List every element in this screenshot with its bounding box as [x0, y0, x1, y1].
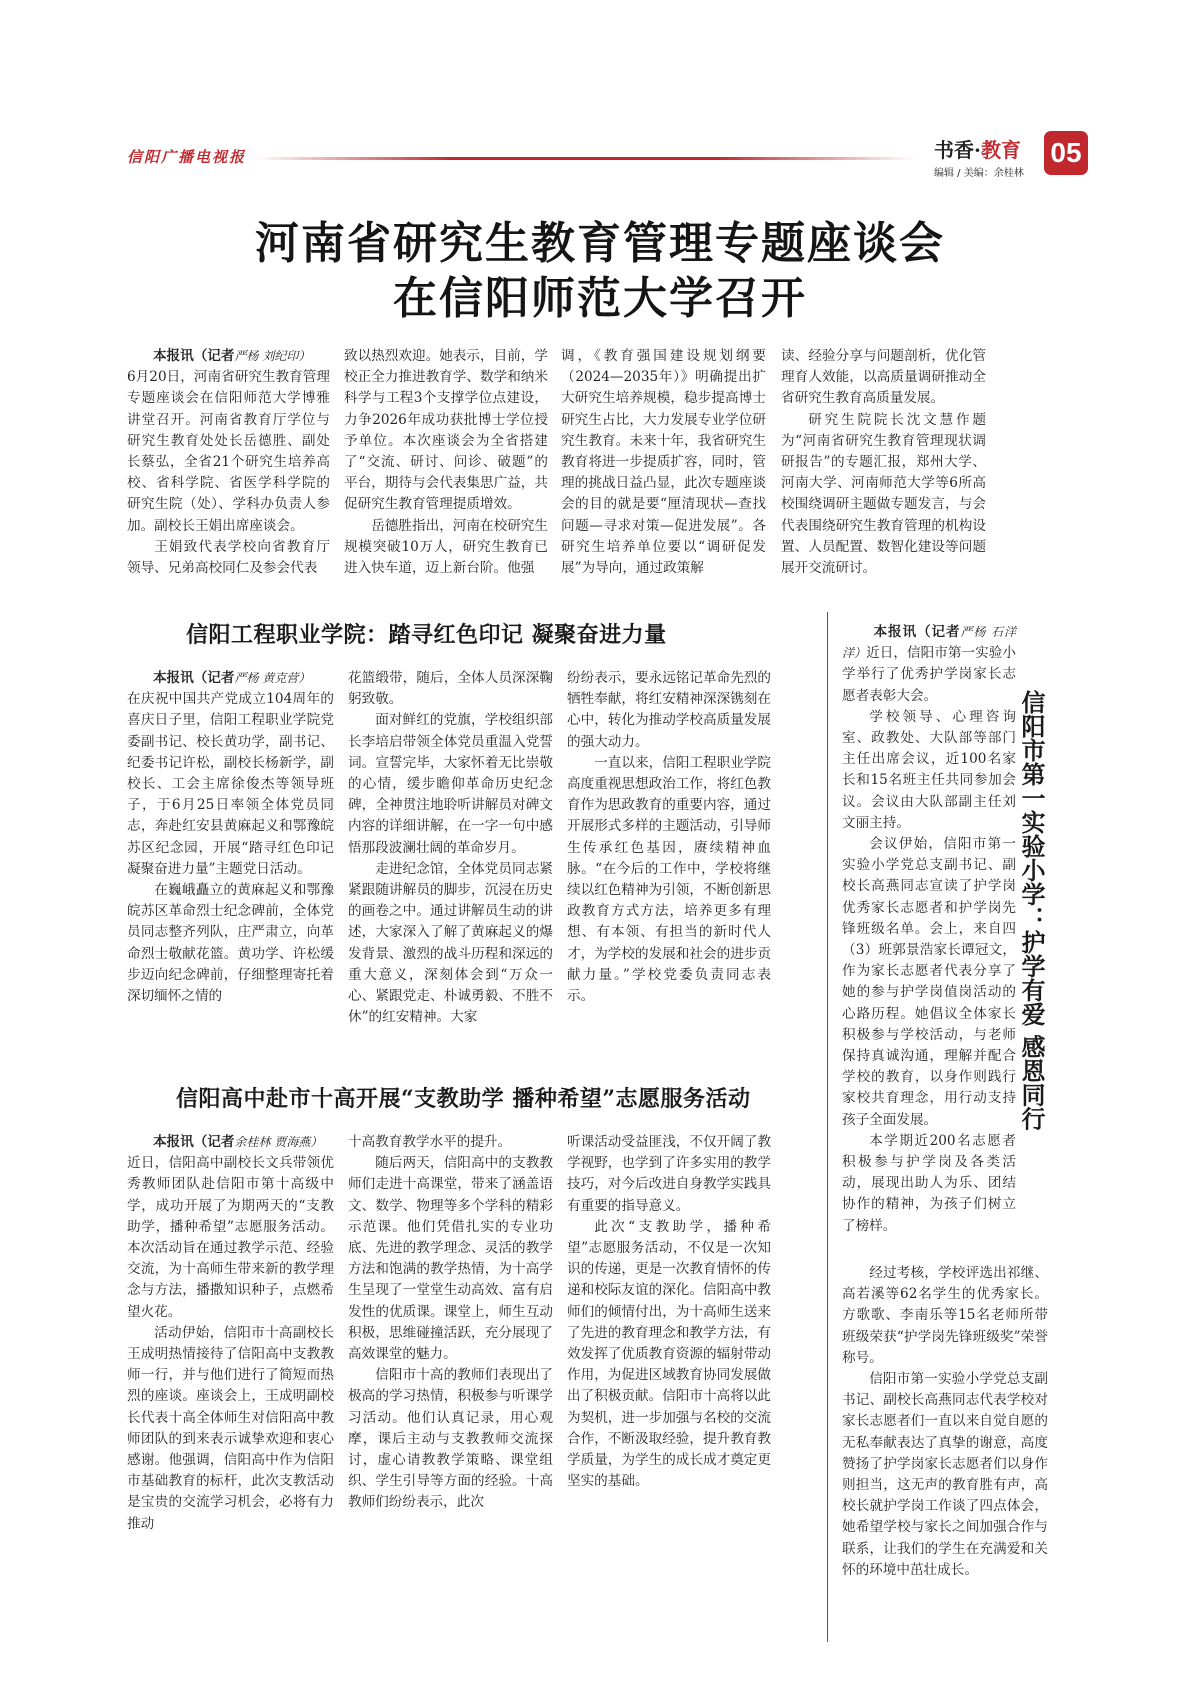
article4-paragraph: 信阳市第一实验小学党总支副书记、副校长高燕同志代表学校对家长志愿者们一直以来自觉自愿的无私奉献表达了真挚的谢意，高度赞扬了护学岗家长志愿者们以身作则担当，这无声的教育胜有声，高校长就护学岗工作谈了四点体会，她希望学校与家长之间加强合作与联系，让我们的学生在充满爱和关怀的环境中茁壮成长。 — [842, 1371, 1048, 1578]
article4-vertical-title: 信阳市第一实验小学：护学有爱 感恩同行 — [1017, 690, 1046, 1131]
article1-paragraph: 王娟致代表学校向省教育厅领导、兄弟高校同仁及参会代表 — [127, 538, 330, 577]
article1-column-2 — [344, 346, 548, 579]
article3-paragraph: 十高教育教学水平的提升。 — [348, 1134, 512, 1150]
article3-paragraph: 此次“支教助学，播种希望”志愿服务活动，不仅是一次知识的传递，更是一次教育情怀的传递和校际友谊的深化。信阳高中教师们的倾情付出，为十高师生送来了先进的教育理念和教学方法，有效发挥了优质教育资源的辐射带动作用，为促进区域教育协同发展做出了积极贡献。信阳市十高将以此为契机，进一步加强与名校的交流合作，不断汲取经验，提升教育教学质量，为学生的成长成才奠定更坚实的基础。 — [567, 1218, 771, 1490]
article2-paragraph: 走进纪念馆，全体党员同志紧紧跟随讲解员的脚步，沉浸在历史的画卷之中。通过讲解员生动的讲述，大家深入了解了黄麻起义的爆发背景、激烈的战斗历程和深远的重大意义，深刻体会到“万众一心、紧跟党走、朴诚勇毅、不胜不休”的红安精神。大家 — [348, 860, 553, 1026]
article3-title: 信阳高中赴市十高开展“支教助学 播种希望”志愿服务活动 — [176, 1086, 751, 1112]
article3-paragraph: 随后两天，信阳高中的支教教师们走进十高课堂，带来了涵盖语文、数学、物理等多个学科的精彩示范课。他们凭借扎实的专业功底、先进的教学理念、灵活的教学方法和饱满的教学热情，为十高学生呈现了一堂堂生动高效、富有启发性的优质课。课堂上，师生互动积极，思维碰撞活跃，充分展现了高效课堂的魅力。 — [348, 1155, 553, 1363]
article2-paragraph: 一直以来，信阳工程职业学院高度重视思想政治工作，将红色教育作为思政教育的重要内容，通过开展形式多样的主题活动，引导师生传承红色基因，赓续精神血脉。“在今后的工作中，学校将继续以红色精神为引领，不断创新思政教育方式方法，培养更多有理想、有本领、有担当的新时代人才，为学校的发展和社会的进步贡献力量。”学校党委负责同志表示。 — [567, 754, 771, 1005]
article1-paragraph: 致以热烈欢迎。她表示，目前，学校正全力推进教育学、数学和纳米科学与工程3个支撑学位点建设，力争2026年成功获批博士学位授予单位。本次座谈会为全省搭建了“交流、研讨、问诊、破题”的平台，期待与会代表集思广益，共促研究生教育管理提质增效。 — [344, 348, 548, 513]
article1-paragraph: 研究生院院长沈文慧作题为“河南省研究生教育管理现状调研报告”的专题汇报，郑州大学、河南大学、河南师范大学等6所高校围绕调研主题做专题发言，与会代表围绕研究生教育管理的机构设置、人员配置、数智化建设等问题展开交流研讨。 — [781, 411, 986, 577]
article2-column-2 — [348, 668, 553, 1028]
section-prefix: 书香· — [934, 138, 981, 162]
article2-byline: 本报讯（记者严杨 黄克营） — [152, 670, 311, 686]
article1-title-line1: 河南省研究生教育管理专题座谈会 — [255, 218, 945, 269]
column-divider — [827, 612, 828, 1642]
header-rule — [255, 157, 915, 160]
article4-paragraph: 经过考核，学校评选出祁继、高若溪等62名学生的优秀家长。方歌歌、李南乐等15名老师所带班级荣获“护学岗先锋班级奖”荣誉称号。 — [842, 1265, 1048, 1366]
article4-column-narrow — [842, 622, 1016, 1237]
article3-paragraph: 活动伊始，信阳市十高副校长王成明热情接待了信阳高中支教教师一行，并与他们进行了简短而热烈的座谈。座谈会上，王成明副校长代表十高全体师生对信阳高中教师团队的到来表示诚挚欢迎和衷心感谢。他强调，信阳高中作为信阳市基础教育的标杆，此次支教活动是宝贵的交流学习机会，必将有力推动 — [127, 1324, 334, 1532]
article3-byline: 本报讯（记者余桂林 贾海燕） — [152, 1134, 323, 1150]
article4-paragraph: 会议伊始，信阳市第一实验小学党总支副书记、副校长高燕同志宣读了护学岗优秀家长志愿者和护学岗先锋班级名单。会上，来自四（3）班郭景浩家长谭冠文，作为家长志愿者代表分享了她的参与护学岗值岗活动的心路历程。她倡议全体家长积极参与学校活动，与老师保持真诚沟通，理解并配合学校的教育，以身作则践行家校共育理念，用行动支持孩子全面发展。 — [842, 836, 1016, 1128]
article4-column-wide — [842, 1263, 1048, 1581]
section-label — [934, 134, 1021, 163]
article1-paragraph: 调，《教育强国建设规划纲要（2024—2035年）》明确提出扩大研究生培养规模，稳步提高博士研究生占比，大力发展专业学位研究生教育。未来十年，我省研究生教育将进一步提质扩容，同时，管理的挑战日益凸显，此次专题座谈会的目的就是要“厘清现状—查找问题—寻求对策—促进发展”。各研究生培养单位要以“调研促发展”为导向，通过政策解 — [561, 348, 766, 577]
article3-paragraph: 近日，信阳高中副校长文兵带领优秀教师团队赴信阳市第十高级中学，成功开展了为期两天的“支教助学，播种希望”志愿服务活动。本次活动旨在通过教学示范、经验交流，为十高师生带来新的教学理念与方法，播撒知识种子，点燃希望火花。 — [127, 1155, 334, 1320]
section-header — [934, 134, 1041, 194]
article4-paragraph: 学校领导、心理咨询室、政教处、大队部等部门主任出席会议，近100名家长和15名班主任共同参加会议。会议由大队部副主任刘文丽主持。 — [842, 708, 1016, 831]
article3-column-2 — [348, 1132, 553, 1514]
article3-column-1 — [127, 1132, 334, 1535]
article2-column-1 — [127, 668, 334, 1007]
newspaper-name: 信阳广播电视报 — [127, 148, 247, 166]
article1-column-3 — [561, 346, 766, 579]
article2-paragraph: 在巍峨矗立的黄麻起义和鄂豫皖苏区革命烈士纪念碑前，全体党员同志整齐列队，庄严肃立，向革命烈士敬献花篮。黄功学、许松缓步迈向纪念碑前，仔细整理寄托着深切缅怀之情的 — [127, 882, 334, 1005]
article1-title-line2: 在信阳师范大学召开 — [393, 273, 807, 324]
editor-credit: 编辑 / 美编：余桂林 — [934, 168, 1024, 179]
article1-column-4 — [781, 346, 986, 579]
article1-paragraph: 读、经验分享与问题剖析，优化管理育人效能，以高质量调研推动全省研究生教育高质量发展。 — [781, 348, 986, 407]
article1-byline: 本报讯（记者严杨 刘纪印） — [152, 348, 311, 364]
article3-column-3 — [567, 1132, 771, 1492]
article4-paragraph: 本学期近200名志愿者积极参与护学岗及各类活动，展现出助人为乐、团结协作的精神，为孩子们树立了榜样。 — [842, 1132, 1016, 1234]
article1-paragraph: 6月20日，河南省研究生教育管理专题座谈会在信阳师范大学博雅讲堂召开。河南省教育厅学位与研究生教育处处长岳德胜、副处长蔡弘，全省21个研究生培养高校、省科学院、省医学科学院的研究生院（处）、学科办负责人参加。副校长王娟出席座谈会。 — [127, 369, 330, 534]
article2-paragraph: 面对鲜红的党旗，学校组织部长李培启带领全体党员重温入党誓词。宣誓完毕，大家怀着无比崇敬的心情，缓步瞻仰革命历史纪念碑，全神贯注地聆听讲解员对碑文内容的详细讲解，在一字一句中感悟那段波澜壮阔的革命岁月。 — [348, 712, 553, 856]
section-accent: 教育 — [980, 138, 1021, 162]
article3-paragraph: 听课活动受益匪浅，不仅开阔了教学视野，也学到了许多实用的教学技巧，对今后改进自身教学实践具有重要的指导意义。 — [567, 1134, 771, 1214]
article2-paragraph: 在庆祝中国共产党成立104周年的喜庆日子里，信阳工程职业学院党委副书记、校长黄功学，副书记、纪委书记许松，副校长杨新学，副校长、工会主席徐俊杰等领导班子，于6月25日率领全体党员同志，奔赴红安县黄麻起义和鄂豫皖苏区纪念园，开展“踏寻红色印记 凝聚奋进力量”主题党日活动。 — [127, 691, 334, 877]
article2-paragraph: 花篮缎带，随后，全体人员深深鞠躬致敬。 — [348, 670, 553, 708]
article1-column-1 — [127, 346, 330, 579]
article2-title: 信阳工程职业学院：踏寻红色印记 凝聚奋进力量 — [186, 622, 667, 648]
article2-column-3 — [567, 668, 771, 1007]
article1-paragraph: 岳德胜指出，河南在校研究生规模突破10万人，研究生教育已进入快车道，迈上新台阶。他强 — [344, 517, 548, 577]
article2-paragraph: 纷纷表示，要永远铭记革命先烈的牺牲奉献，将红安精神深深镌刻在心中，转化为推动学校高质量发展的强大动力。 — [567, 670, 771, 750]
article4-byline: 本报讯（记者严杨 石洋洋）近日，信阳市第一实验小学举行了优秀护学岗家长志愿者表彰大会。 — [842, 624, 1016, 704]
page-number-badge: 05 — [1044, 131, 1088, 175]
article3-paragraph: 信阳市十高的教师们表现出了极高的学习热情，积极参与听课学习活动。他们认真记录，用心观摩，课后主动与支教教师交流探讨，虚心请教教学策略、课堂组织、学生引导等方面的经验。十高教师们纷纷表示，此次 — [348, 1367, 553, 1511]
